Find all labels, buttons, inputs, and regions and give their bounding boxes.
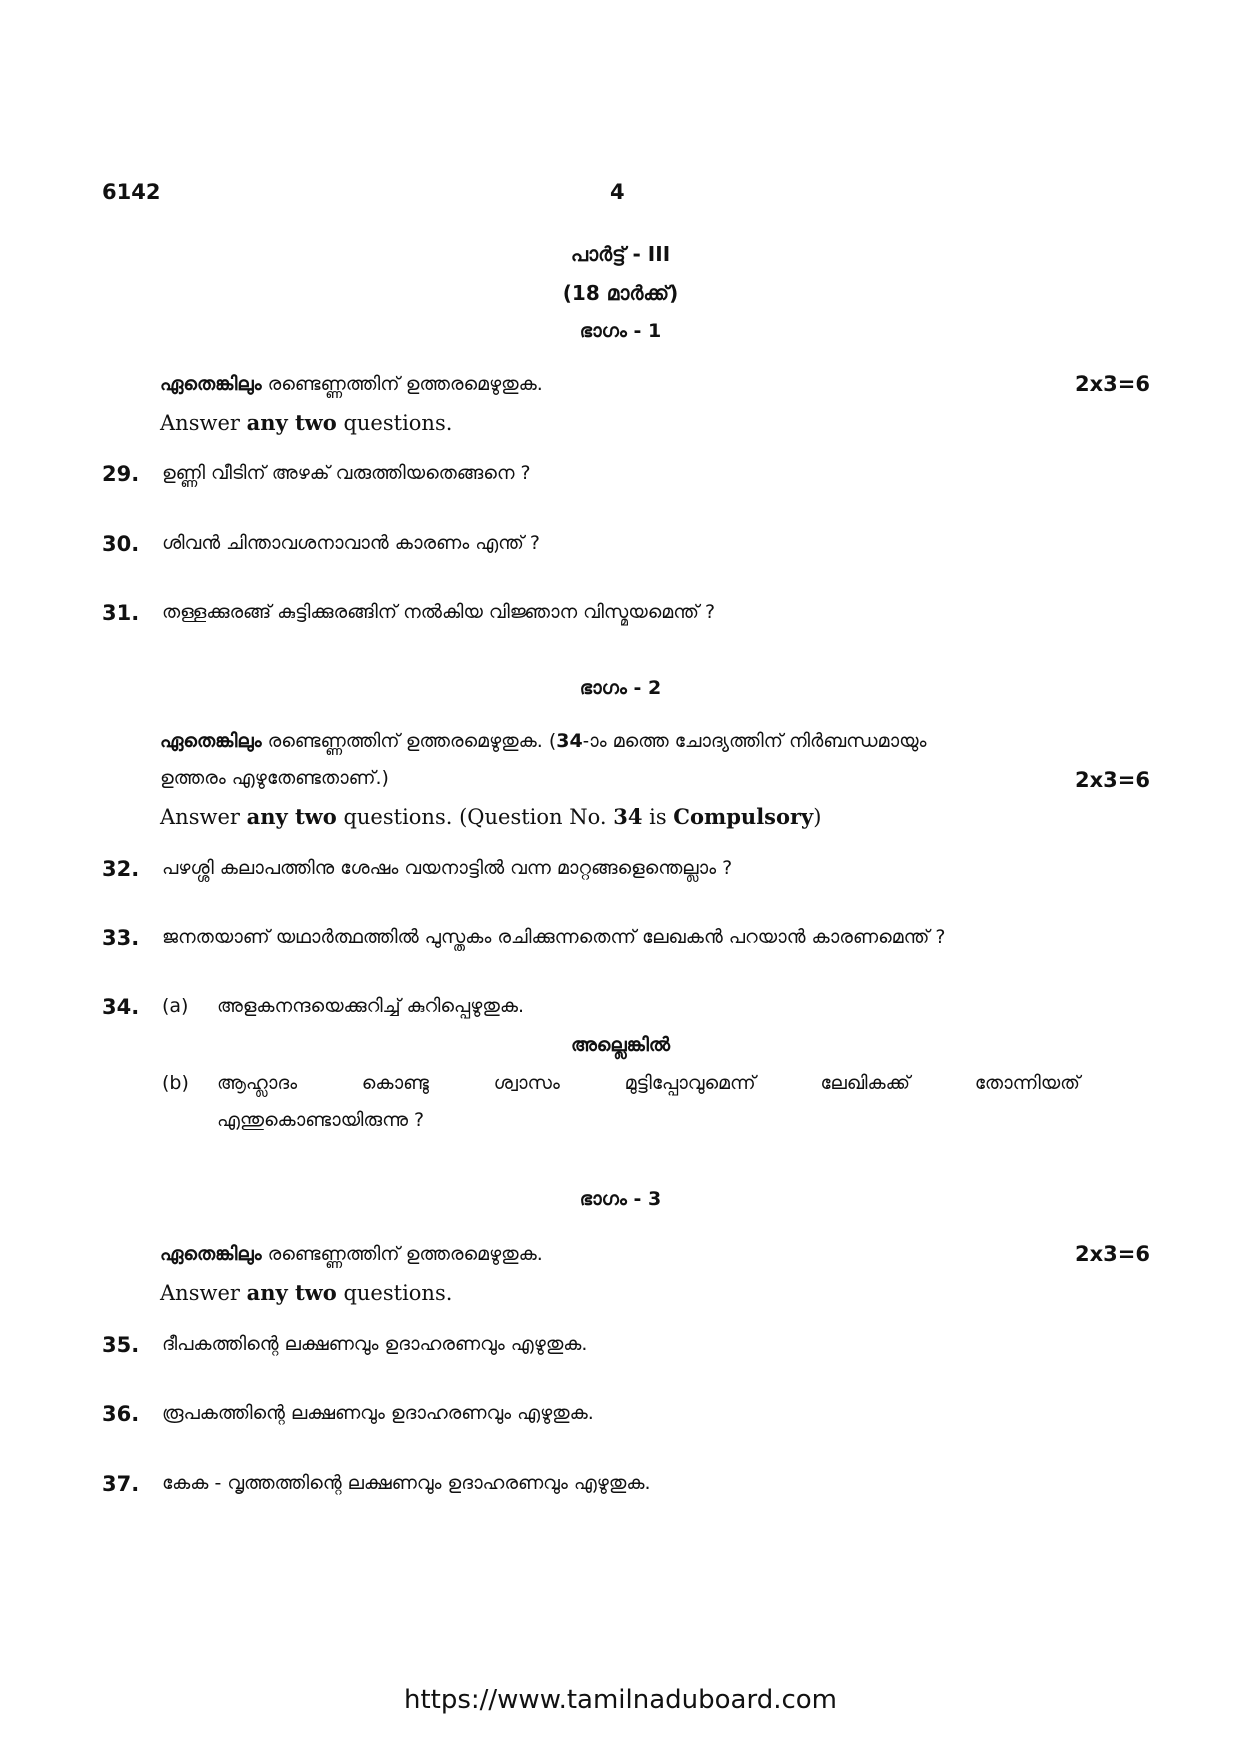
option-text-line2: എന്തുകൊണ്ടായിരുന്നു ? bbox=[217, 1109, 425, 1131]
english-instruction bbox=[160, 804, 821, 829]
option-word: മുട്ടിപ്പോവുമെന്ന് bbox=[624, 1072, 756, 1094]
section-title: ഭാഗം - 3 bbox=[579, 1188, 662, 1210]
question-text: ദീപകത്തിന്റെ ലക്ഷണവും ഉദാഹരണവും എഴുതുക. bbox=[162, 1333, 588, 1355]
instruction-emphasis: 34 bbox=[556, 730, 583, 752]
option-label: (b) bbox=[162, 1072, 189, 1094]
question-text: കേക - വൃത്തത്തിന്റെ ലക്ഷണവും ഉദാഹരണവും എഴുതുക. bbox=[162, 1472, 651, 1494]
option-word: ആഹ്ലാദം bbox=[217, 1072, 298, 1094]
section-marks: 2x3=6 bbox=[1075, 372, 1150, 396]
option-word: ലേഖികക്ക് bbox=[820, 1072, 910, 1094]
option-text: അളകനന്ദയെക്കുറിച്ച് കുറിപ്പെഴുതുക. bbox=[217, 995, 524, 1017]
section-title: ഭാഗം - 2 bbox=[579, 677, 662, 699]
english-text: Answer bbox=[160, 411, 247, 435]
instruction-emphasis: ഏതെങ്കിലും bbox=[160, 1243, 262, 1265]
question-text: ശിവൻ ചിന്താവശനാവാൻ കാരണം എന്ത് ? bbox=[162, 532, 540, 554]
section-instruction bbox=[160, 1243, 543, 1265]
instruction-text: രണ്ടെണ്ണത്തിന് ഉത്തരമെഴുതുക. bbox=[261, 373, 543, 395]
question-number: 29. bbox=[102, 462, 140, 486]
part-title: പാർട്ട് - III bbox=[570, 242, 671, 266]
english-text: is bbox=[642, 805, 674, 829]
question-text: ജനതയാണ് യഥാർത്ഥത്തിൽ പുസ്തകം രചിക്കുന്നതെന്ന് ലേഖകൻ പറയാൻ കാരണമെന്ത് ? bbox=[162, 926, 946, 948]
section-instruction-line2: ഉത്തരം എഴുതേണ്ടതാണ്.) bbox=[160, 767, 389, 789]
instruction-text: രണ്ടെണ്ണത്തിന് ഉത്തരമെഴുതുക. ( bbox=[261, 730, 557, 752]
section-instruction bbox=[160, 730, 926, 752]
section-title: ഭാഗം - 1 bbox=[579, 320, 662, 342]
instruction-text: രണ്ടെണ്ണത്തിന് ഉത്തരമെഴുതുക. bbox=[261, 1243, 543, 1265]
question-number: 35. bbox=[102, 1333, 140, 1357]
footer-url[interactable]: https://www.tamilnaduboard.com bbox=[403, 1685, 838, 1715]
part-marks: (18 മാർക്ക്) bbox=[562, 281, 679, 305]
question-text: ഉണ്ണി വീടിന് അഴക് വരുത്തിയതെങ്ങനെ ? bbox=[162, 462, 531, 484]
english-emphasis: any two bbox=[246, 804, 337, 829]
section-marks: 2x3=6 bbox=[1075, 1242, 1150, 1266]
section-instruction bbox=[160, 373, 543, 395]
question-number: 30. bbox=[102, 532, 140, 556]
english-emphasis: any two bbox=[246, 1280, 337, 1305]
or-divider: അല്ലെങ്കിൽ bbox=[570, 1034, 671, 1056]
option-label: (a) bbox=[162, 995, 189, 1017]
english-text: questions. bbox=[336, 1281, 453, 1305]
english-emphasis: 34 bbox=[613, 804, 643, 829]
english-text: ) bbox=[813, 805, 822, 829]
instruction-emphasis: ഏതെങ്കിലും bbox=[160, 730, 262, 752]
option-word: കൊണ്ടു bbox=[361, 1072, 429, 1094]
page-number: 4 bbox=[610, 180, 625, 204]
english-text: Answer bbox=[160, 1281, 247, 1305]
english-emphasis: any two bbox=[246, 410, 337, 435]
english-instruction bbox=[160, 1280, 452, 1305]
question-number: 32. bbox=[102, 857, 140, 881]
instruction-emphasis: ഏതെങ്കിലും bbox=[160, 373, 262, 395]
paper-code: 6142 bbox=[102, 180, 161, 204]
option-word: ശ്വാസം bbox=[493, 1072, 560, 1094]
option-text bbox=[217, 1072, 1080, 1094]
question-text: രൂപകത്തിന്റെ ലക്ഷണവും ഉദാഹരണവും എഴുതുക. bbox=[162, 1402, 594, 1424]
option-word: തോന്നിയത് bbox=[974, 1072, 1080, 1094]
question-number: 36. bbox=[102, 1402, 140, 1426]
question-number: 34. bbox=[102, 995, 140, 1019]
question-text: തള്ളക്കുരങ്ങ് കുട്ടിക്കുരങ്ങിന് നൽകിയ വിജ്ഞാന വിസ്മയമെന്ത് ? bbox=[162, 601, 716, 623]
question-number: 31. bbox=[102, 601, 140, 625]
english-text: Answer bbox=[160, 805, 247, 829]
english-emphasis: Compulsory bbox=[673, 804, 814, 829]
instruction-text: -ാം മത്തെ ചോദ്യത്തിന് നിർബന്ധമായും bbox=[582, 730, 927, 752]
question-text: പഴശ്ശി കലാപത്തിനു ശേഷം വയനാട്ടിൽ വന്ന മാറ്റങ്ങളെന്തെല്ലാം ? bbox=[162, 857, 733, 879]
english-instruction bbox=[160, 410, 452, 435]
question-number: 37. bbox=[102, 1472, 140, 1496]
section-marks: 2x3=6 bbox=[1075, 768, 1150, 792]
english-text: questions. (Question No. bbox=[336, 805, 614, 829]
english-text: questions. bbox=[336, 411, 453, 435]
question-number: 33. bbox=[102, 926, 140, 950]
